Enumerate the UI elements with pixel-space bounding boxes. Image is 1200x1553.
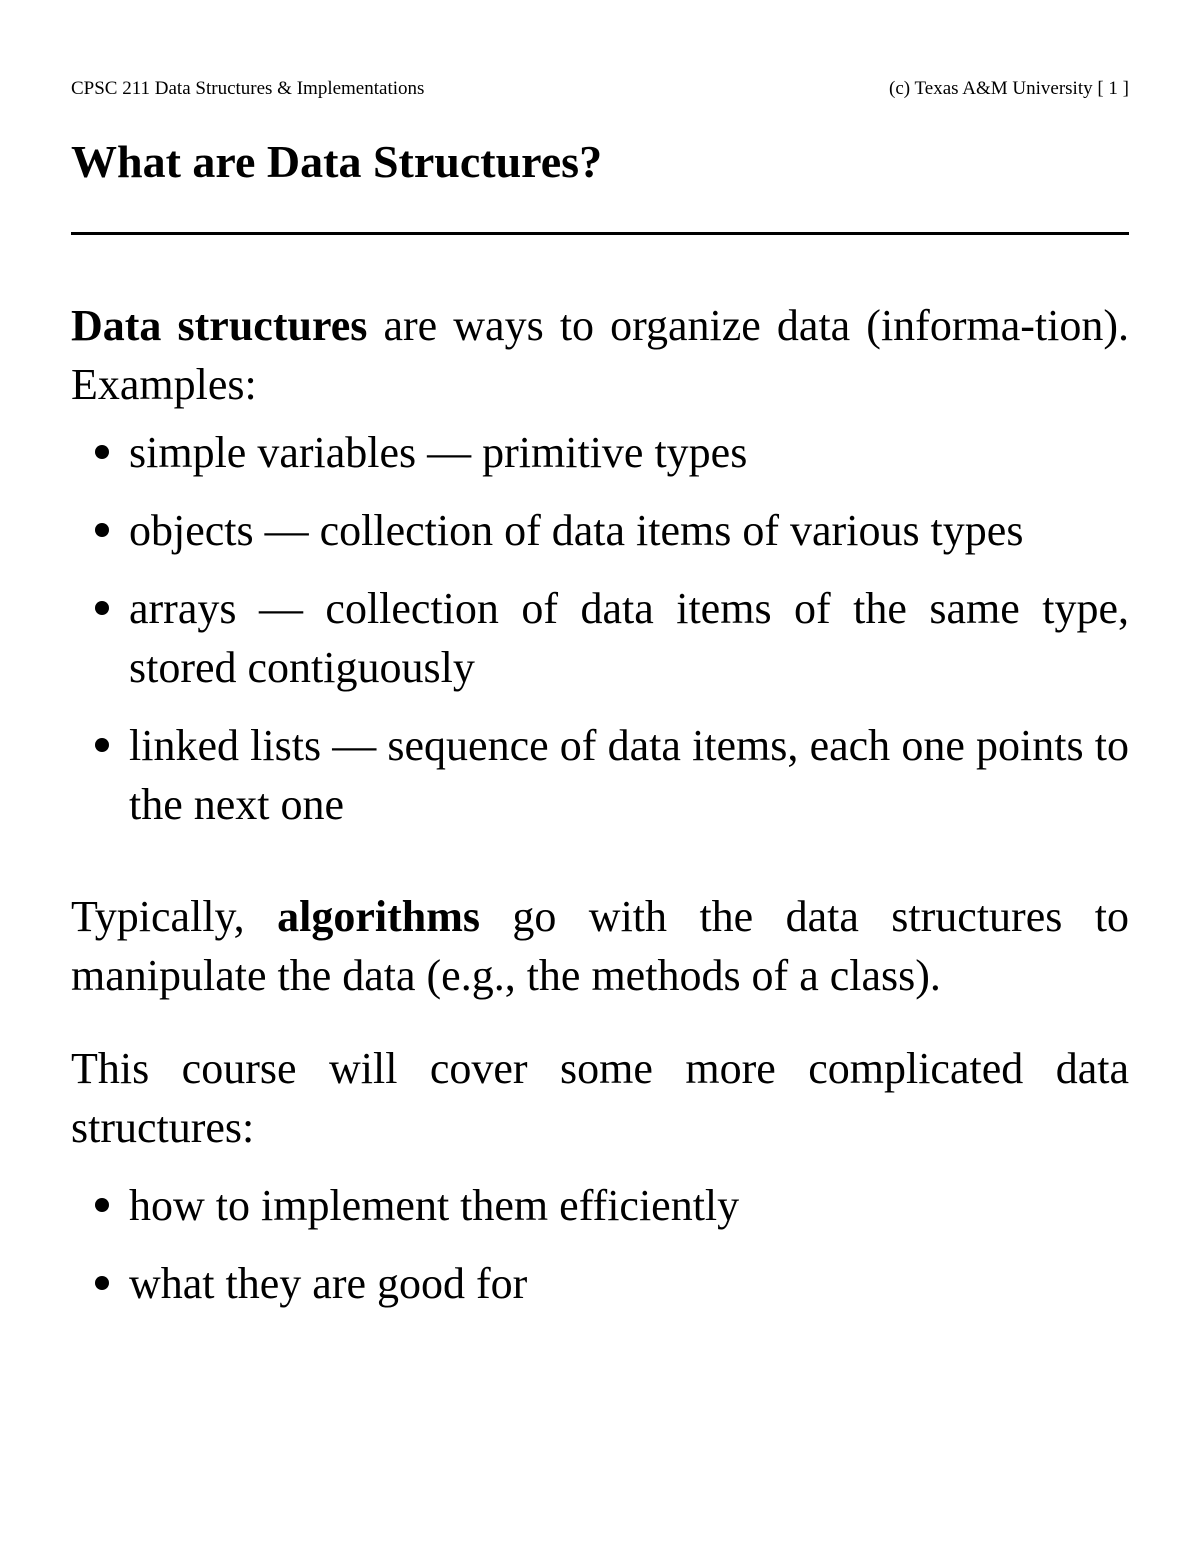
- slide: [71, 0, 1129, 1553]
- bullet-dot-icon: [95, 738, 109, 752]
- list-item: [71, 579, 1129, 697]
- list-item: [71, 501, 1129, 560]
- course-paragraph: This course will cover some more complicated data structures:: [71, 1044, 1129, 1152]
- algorithms-term: algorithms: [277, 892, 480, 941]
- algorithms-text: go with the data structures to manipulate the data (e.g., the methods of a class).: [71, 892, 1129, 1000]
- list-item-text: arrays — collection of data items of the same type, stored contiguously: [129, 584, 1129, 692]
- algorithms-paragraph: [71, 887, 1129, 1005]
- intro-text: are ways to organize data (informa-tion). Examples:: [71, 301, 1129, 409]
- bullet-dot-icon: [95, 601, 109, 615]
- intro-paragraph: [71, 296, 1129, 414]
- bullet-dot-icon: [95, 1198, 109, 1212]
- title-divider: [71, 232, 1129, 235]
- page-header: [71, 77, 1129, 101]
- bullet-dot-icon: [95, 445, 109, 459]
- course-name: CPSC 211 Data Structures & Implementations: [71, 78, 425, 99]
- list-item: [71, 423, 1129, 482]
- course-points-list: [71, 1176, 1129, 1313]
- copyright-page-number: (c) Texas A&M University [ 1 ]: [889, 78, 1129, 99]
- list-item: [71, 1254, 1129, 1313]
- list-item-text: what they are good for: [129, 1259, 528, 1308]
- slide-body: [71, 296, 1129, 1313]
- bullet-dot-icon: [95, 1276, 109, 1290]
- list-item: [71, 716, 1129, 834]
- list-item: [71, 1176, 1129, 1235]
- list-item-text: linked lists — sequence of data items, each one points to the next one: [129, 721, 1129, 829]
- list-item-text: objects — collection of data items of various types: [129, 506, 1024, 555]
- algorithms-lead: Typically,: [71, 892, 278, 941]
- slide-title: What are Data Structures?: [71, 136, 603, 187]
- intro-term: Data structures: [71, 301, 368, 350]
- list-item-text: how to implement them efficiently: [129, 1181, 740, 1230]
- bullet-dot-icon: [95, 523, 109, 537]
- list-item-text: simple variables — primitive types: [129, 428, 748, 477]
- examples-list: [71, 423, 1129, 834]
